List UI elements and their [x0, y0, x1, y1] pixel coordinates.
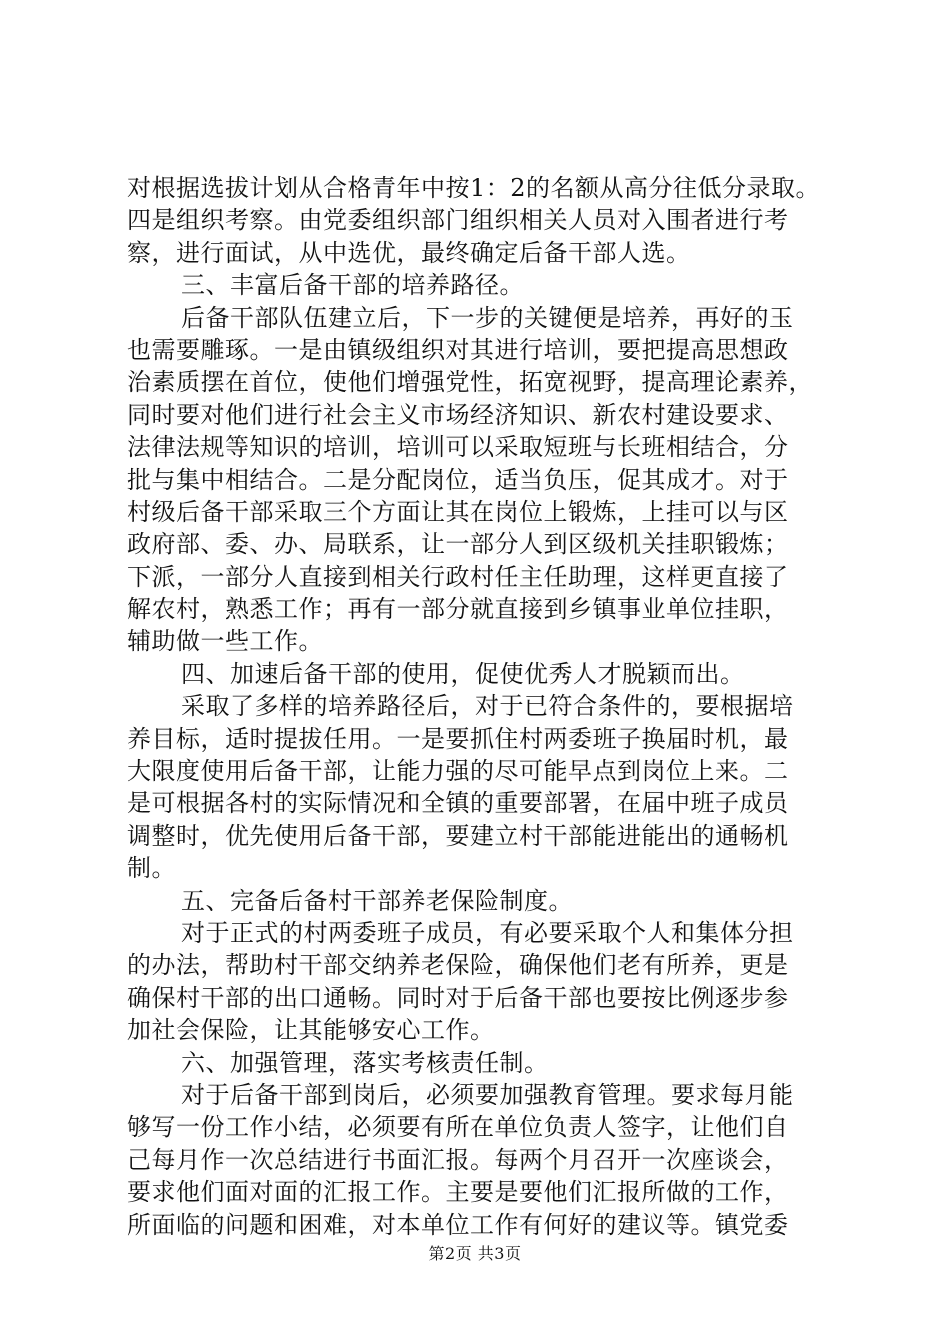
- text-line: 采取了多样的培养路径后，对于已符合条件的，要根据培: [181, 692, 794, 721]
- text-line: 批与集中相结合。二是分配岗位，适当负压，促其成才。对于: [127, 465, 789, 494]
- text-line: 所面临的问题和困难，对本单位工作有何好的建议等。镇党委: [127, 1210, 789, 1239]
- text-line: 村级后备干部采取三个方面让其在岗位上锻炼，上挂可以与区: [127, 497, 789, 526]
- text-line: 治素质摆在首位，使他们增强党性，拓宽视野，提高理论素养，: [127, 368, 813, 397]
- text-line: 同时要对他们进行社会主义市场经济知识、新农村建设要求、: [127, 400, 789, 429]
- text-line: 解农村，熟悉工作；再有一部分就直接到乡镇事业单位挂职，: [127, 595, 789, 624]
- text-line: 大限度使用后备干部，让能力强的尽可能早点到岗位上来。二: [127, 757, 789, 786]
- text-line: 政府部、委、办、局联系，让一部分人到区级机关挂职锻炼；: [127, 530, 789, 559]
- text-line: 四是组织考察。由党委组织部门组织相关人员对入围者进行考: [127, 206, 789, 235]
- text-line: 对根据选拔计划从合格青年中按1：2的名额从高分往低分录取。: [127, 174, 821, 202]
- text-line: 是可根据各村的实际情况和全镇的重要部署，在届中班子成员: [127, 789, 789, 818]
- text-line: 辅助做一些工作。: [127, 627, 323, 656]
- text-line: 法律法规等知识的培训，培训可以采取短班与长班相结合，分: [127, 433, 789, 462]
- text-line: 要求他们面对面的汇报工作。主要是要他们汇报所做的工作，: [127, 1178, 789, 1207]
- text-line: 四、加速后备干部的使用，促使优秀人才脱颖而出。: [181, 659, 745, 688]
- text-line: 也需要雕琢。一是由镇级组织对其进行培训，要把提高思想政: [127, 335, 789, 364]
- document-body: [127, 172, 827, 1241]
- text-line: 养目标，适时提拔任用。一是要抓住村两委班子换届时机，最: [127, 724, 789, 753]
- text-line: 三、丰富后备干部的培养路径。: [181, 271, 524, 300]
- text-line: 确保村干部的出口通畅。同时对于后备干部也要按比例逐步参: [127, 983, 789, 1012]
- text-line: 六、加强管理，落实考核责任制。: [181, 1048, 549, 1077]
- text-line: 下派，一部分人直接到相关行政村任主任助理，这样更直接了: [127, 562, 789, 591]
- page-footer: 第2页 共3页: [428, 1244, 522, 1263]
- text-line: 加社会保险，让其能够安心工作。: [127, 1016, 495, 1045]
- text-line: 够写一份工作小结，必须要有所在单位负责人签字，让他们自: [127, 1113, 789, 1142]
- text-line: 制。: [127, 854, 176, 883]
- text-line: 后备干部队伍建立后，下一步的关键便是培养，再好的玉: [181, 303, 794, 332]
- text-line: 调整时，优先使用后备干部，要建立村干部能进能出的通畅机: [127, 821, 789, 850]
- text-line: 的办法，帮助村干部交纳养老保险，确保他们老有所养，更是: [127, 951, 789, 980]
- text-line: 五、完备后备村干部养老保险制度。: [181, 886, 573, 915]
- text-line: 察，进行面试，从中选优，最终确定后备干部人选。: [127, 238, 691, 267]
- text-line: 己每月作一次总结进行书面汇报。每两个月召开一次座谈会，: [127, 1145, 789, 1174]
- text-line: 对于后备干部到岗后，必须要加强教育管理。要求每月能: [181, 1080, 794, 1109]
- text-line: 对于正式的村两委班子成员，有必要采取个人和集体分担: [181, 918, 794, 947]
